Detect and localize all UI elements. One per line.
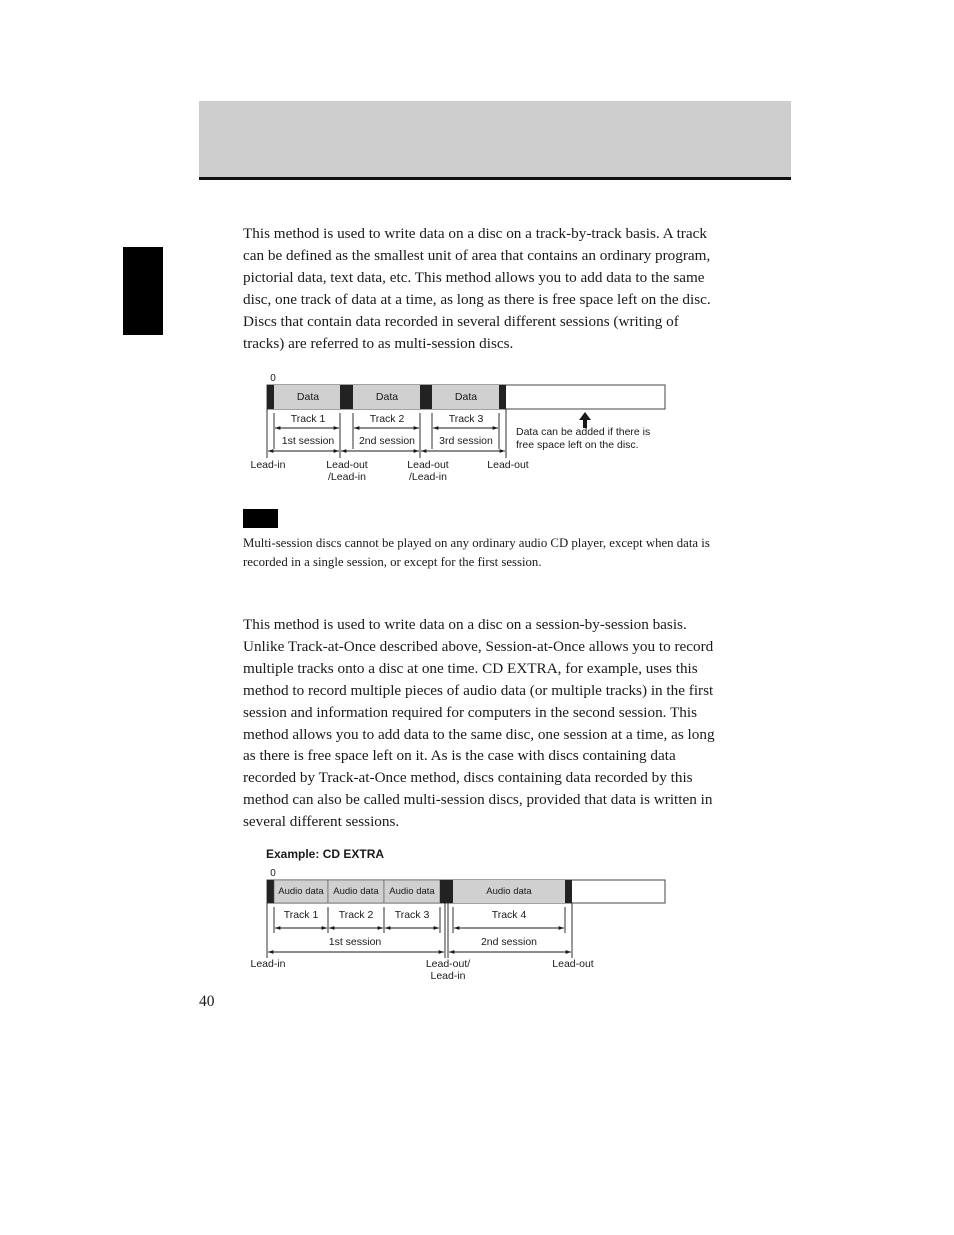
- session-at-once-paragraph: This method is used to write data on a disc on a session-by-session basis. Unlike Track-at-Once described above, Session-at-Once allows you to record multiple tracks onto a disc at one time. CD EXTRA, for example, uses this method to record multiple pieces of audio data (or multiple tracks) in the first session and information required for computers in the second session. This method allows you to add data to the same disc, one session at a time, as long as there is free space left on it. As is the case with discs containing data recorded by Track-at-Once method, discs containing data recorded by this method can also be called multi-session discs, provided that data is written in several different sessions.: [243, 616, 715, 831]
- page-number: 40: [199, 993, 215, 1010]
- track-label-2-4: Track 4: [491, 909, 527, 921]
- data-block-label-1: Data: [296, 391, 320, 403]
- track-label-2-3: Track 3: [394, 909, 430, 921]
- audio-block-label-1: Audio data: [278, 886, 324, 897]
- origin-zero-label: 0: [270, 373, 276, 384]
- track-label-2: Track 2: [369, 413, 405, 425]
- track-at-once-svg: [240, 366, 680, 486]
- session-label-3: 3rd session: [439, 435, 493, 447]
- lead-out-area-2: [565, 880, 572, 903]
- lead-in-label-2: Lead-in: [250, 958, 286, 970]
- cd-extra-title: Example: CD EXTRA: [266, 847, 385, 861]
- track-label-1: Track 1: [290, 413, 326, 425]
- note-text: Multi-session discs cannot be played on any ordinary audio CD player, except when data is recorded in a single session, or except for the first session.: [243, 536, 710, 569]
- cd-extra-diagram: [240, 840, 680, 990]
- lead-in-area: [267, 385, 274, 409]
- session-label-2-2: 2nd session: [480, 936, 538, 948]
- lead-out-in-area-1: [340, 385, 353, 409]
- track-at-once-diagram: [240, 366, 680, 486]
- side-chapter-tab: [123, 247, 163, 335]
- audio-block-label-2: Audio data: [333, 886, 379, 897]
- free-space-note-line2: free space left on the disc.: [516, 439, 639, 451]
- lead-in-label: Lead-in: [250, 459, 286, 471]
- lead-out-area: [499, 385, 506, 409]
- lead-in-area-2: [267, 880, 274, 903]
- lead-out-label-2: Lead-out: [552, 958, 594, 970]
- data-block-label-2: Data: [375, 391, 399, 403]
- lead-out-label-1: Lead-out: [326, 459, 368, 471]
- session-label-2: 2nd session: [358, 435, 416, 447]
- audio-block-label-4: Audio data: [486, 886, 532, 897]
- lead-in-label-2: /Lead-in: [409, 471, 447, 483]
- lead-out-label: Lead-out: [487, 459, 529, 471]
- data-block-label-3: Data: [454, 391, 478, 403]
- cd-extra-svg: [240, 840, 680, 990]
- track-label-3: Track 3: [448, 413, 484, 425]
- lead-in-label-2-b: Lead-in: [430, 970, 466, 982]
- track-at-once-paragraph: This method is used to write data on a disc on a track-by-track basis. A track can be defined as the smallest unit of area that contains an ordinary program, pictorial data, text data, etc. This method allows you to add data to the same disc, one track of data at a time, as long as there is free space left on the disc. Discs that contain data recorded in several different sessions (writing of tracks) are referred to as multi-session discs.: [243, 225, 711, 352]
- free-space-note-line1: Data can be added if there is: [516, 426, 651, 438]
- chapter-header-rule: [199, 177, 791, 180]
- session-label-2-1: 1st session: [328, 936, 382, 948]
- audio-block-label-3: Audio data: [389, 886, 435, 897]
- lead-out-in-area-3: [440, 880, 453, 903]
- chapter-header-band: [199, 101, 791, 178]
- track-label-2-1: Track 1: [283, 909, 319, 921]
- origin-zero-label-2: 0: [270, 868, 276, 879]
- lead-out-in-area-2: [420, 385, 432, 409]
- note-marker: [243, 509, 278, 528]
- lead-in-label-1: /Lead-in: [328, 471, 366, 483]
- track-label-2-2: Track 2: [338, 909, 374, 921]
- lead-out-label-2-a: Lead-out/: [425, 958, 471, 970]
- session-label-1: 1st session: [281, 435, 335, 447]
- lead-out-label-2: Lead-out: [407, 459, 449, 471]
